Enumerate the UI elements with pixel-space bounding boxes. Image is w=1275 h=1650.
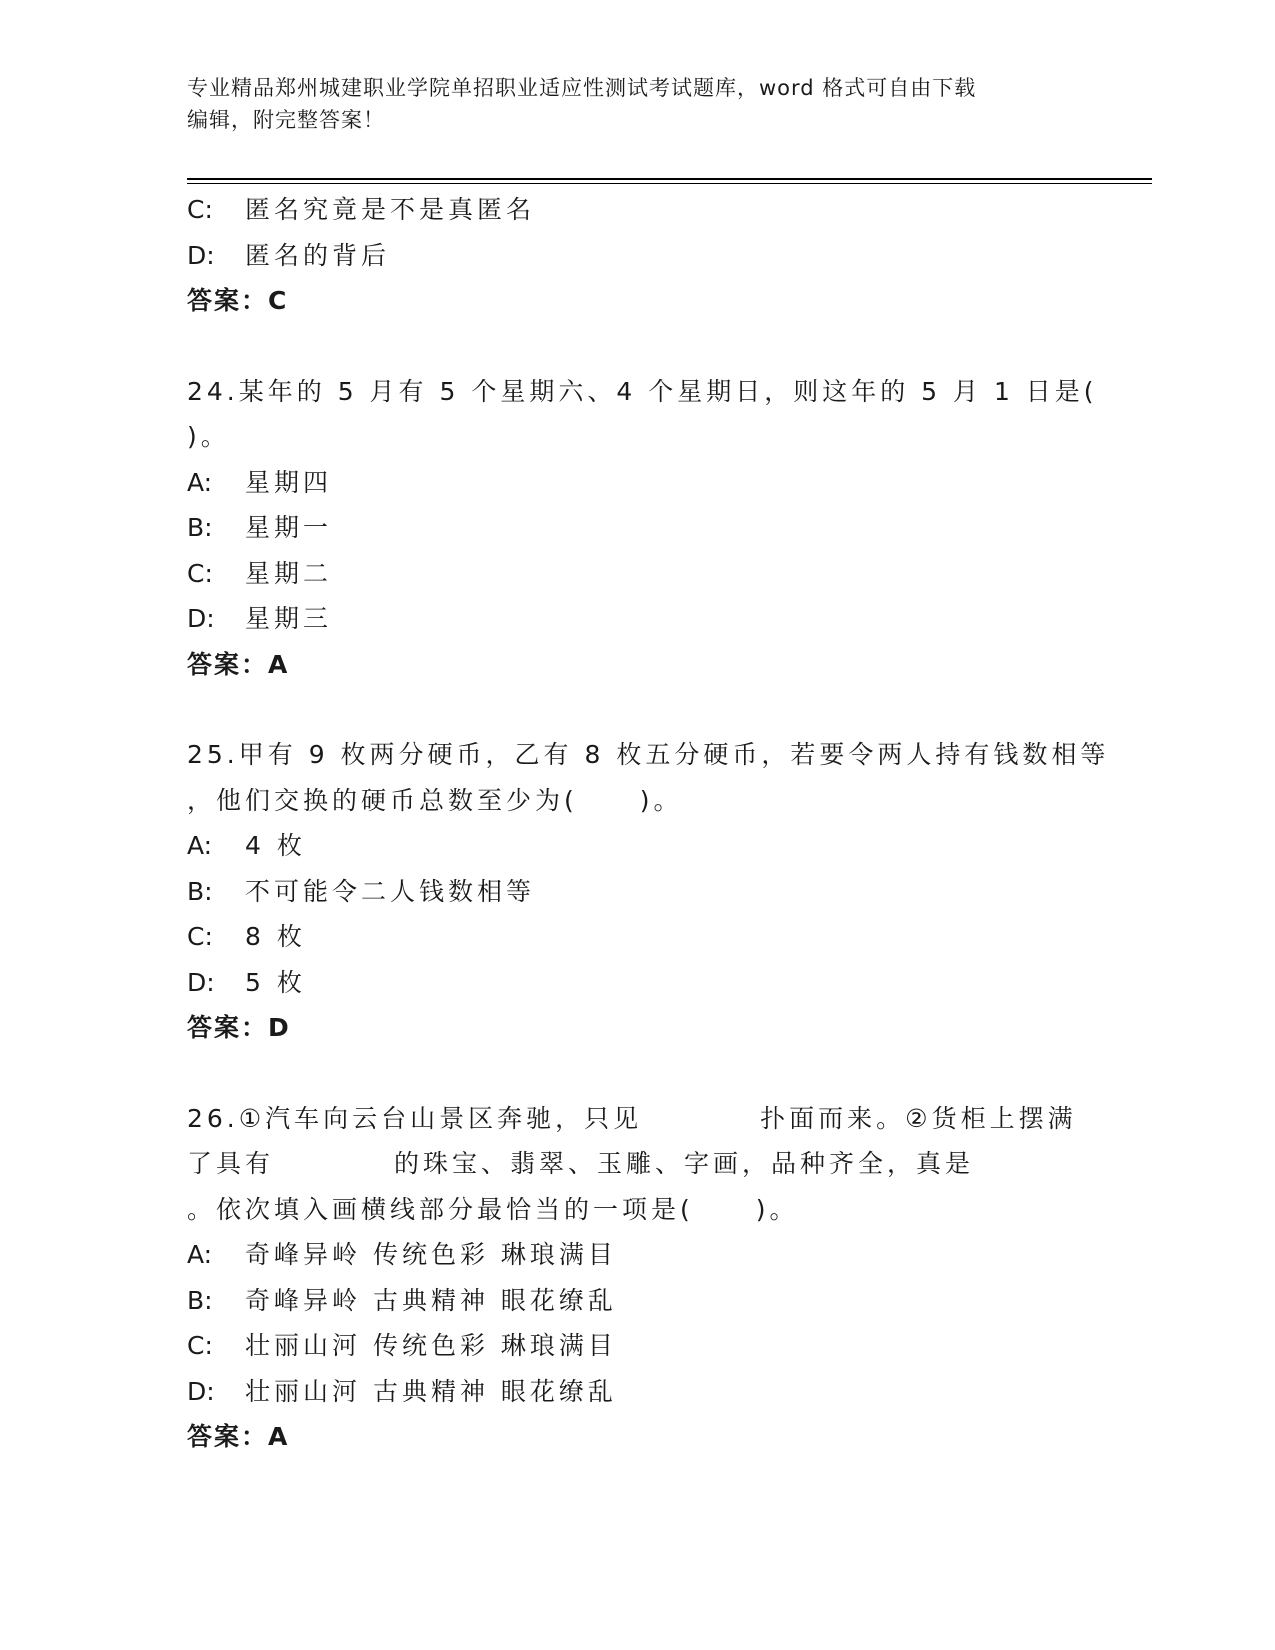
option-text: 5 枚	[245, 967, 306, 997]
stem-text: 了具有	[187, 1149, 275, 1178]
option-c	[187, 551, 1087, 597]
option-d	[187, 960, 1087, 1006]
stem-text: 扑面而来。②货柜上摆满	[760, 1103, 1077, 1133]
option-text: 不可能令二人钱数相等	[245, 876, 536, 906]
stem-text: ，他们交换的硬币总数至少为(	[187, 785, 578, 815]
option-key: D:	[187, 967, 215, 997]
question-25	[187, 732, 1110, 1051]
option-b	[187, 505, 1087, 551]
question-stem	[187, 1096, 1087, 1142]
question-23-tail	[187, 187, 1087, 324]
header-divider-thin	[187, 183, 1152, 184]
option-text: 星期三	[245, 604, 333, 633]
answer-line: 答案：C	[187, 286, 289, 315]
header-divider-thick	[187, 178, 1152, 180]
option-b	[187, 1278, 1087, 1324]
option-c	[187, 1323, 1087, 1369]
option-key: C:	[187, 922, 213, 951]
option-text: 星期二	[245, 558, 333, 588]
header-line-2: 编辑，附完整答案！	[187, 108, 385, 132]
option-d	[187, 1369, 1087, 1415]
question-content	[187, 187, 1110, 1460]
option-text: 匿名究竟是不是真匿名	[245, 195, 536, 224]
question-stem-continued: )。	[187, 422, 230, 451]
option-key: A:	[187, 1240, 213, 1269]
option-a	[187, 460, 1087, 506]
option-key: A:	[187, 467, 213, 497]
option-text: 星期四	[245, 467, 333, 497]
option-a	[187, 823, 1087, 869]
question-24	[187, 369, 1098, 688]
option-text: 壮丽山河 古典精神 眼花缭乱	[245, 1376, 617, 1406]
option-key: C:	[187, 558, 213, 588]
option-key: D:	[187, 1376, 215, 1406]
option-key: C:	[187, 195, 213, 224]
option-c	[187, 914, 1087, 960]
stem-text: )。	[755, 1194, 799, 1224]
option-text: 匿名的背后	[245, 240, 391, 270]
stem-text: 。依次填入画横线部分最恰当的一项是(	[187, 1194, 694, 1224]
option-text: 4 枚	[245, 831, 306, 860]
stem-text: 的珠宝、翡翠、玉雕、字画，品种齐全，真是	[394, 1149, 975, 1178]
answer-line: 答案：D	[187, 1013, 291, 1042]
option-key: D:	[187, 240, 215, 270]
option-c	[187, 187, 1087, 233]
option-key: A:	[187, 831, 213, 860]
option-key: B:	[187, 876, 213, 906]
option-text: 奇峰异岭 传统色彩 琳琅满目	[245, 1240, 617, 1269]
option-a	[187, 1232, 1087, 1278]
option-key: C:	[187, 1331, 213, 1360]
question-stem: 24.某年的 5 月有 5 个星期六、4 个星期日，则这年的 5 月 1 日是(	[187, 376, 1098, 406]
question-stem-continued	[187, 778, 1087, 824]
header-line-1: 专业精品郑州城建职业学院单招职业适应性测试考试题库，word 格式可自由下载	[187, 76, 977, 100]
option-key: D:	[187, 604, 215, 633]
question-stem-continued	[187, 1141, 1087, 1187]
option-text: 8 枚	[245, 922, 306, 951]
answer-line: 答案：A	[187, 649, 290, 679]
option-b	[187, 869, 1087, 915]
option-text: 奇峰异岭 古典精神 眼花缭乱	[245, 1285, 617, 1315]
question-26	[187, 1096, 1087, 1460]
option-key: B:	[187, 513, 213, 542]
answer-line: 答案：A	[187, 1422, 290, 1451]
option-d	[187, 233, 1087, 279]
question-stem-continued	[187, 1187, 1087, 1233]
page-header	[187, 72, 1067, 136]
stem-text: 26.①汽车向云台山景区奔驰，只见	[187, 1103, 643, 1133]
option-key: B:	[187, 1285, 213, 1315]
option-text: 星期一	[245, 513, 333, 542]
option-text: 壮丽山河 传统色彩 琳琅满目	[245, 1331, 617, 1360]
stem-text: )。	[639, 785, 683, 815]
option-d	[187, 596, 1087, 642]
question-stem: 25.甲有 9 枚两分硬币，乙有 8 枚五分硬币，若要令两人持有钱数相等	[187, 740, 1110, 769]
